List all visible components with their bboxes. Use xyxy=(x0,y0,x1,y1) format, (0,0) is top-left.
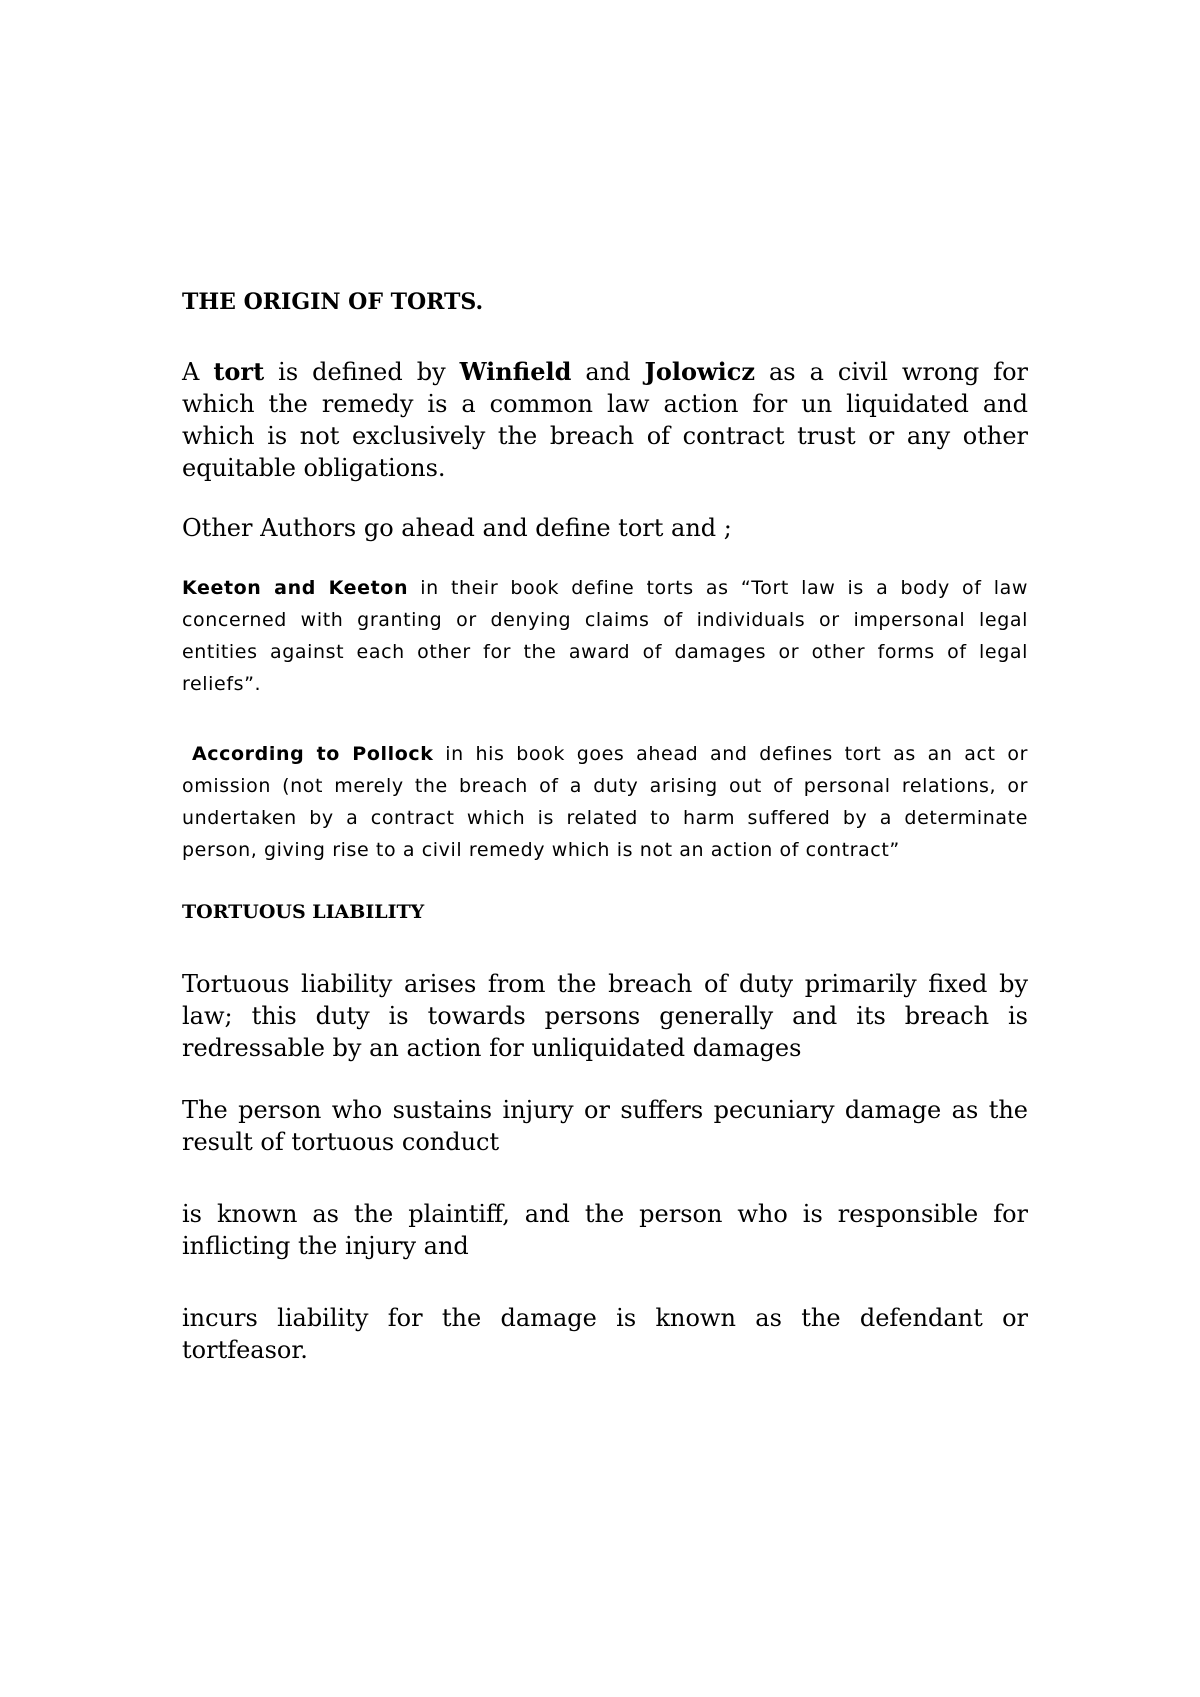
section-heading: TORTUOUS LIABILITY xyxy=(182,901,425,923)
keeton-text: in their book define torts as “Tort law is a body of law concerned with granting or denying claims of individuals or impersonal legal entities against each other for the award of damages or other forms of legal reliefs”. xyxy=(182,577,1028,695)
definition-text-4: as a civil wrong for which the remedy is a common law action for un liquidated and which is not exclusively the breach of contract trust or any other equitable obligations. xyxy=(182,358,1029,482)
author-pollock: According to Pollock xyxy=(192,743,434,765)
term-tort: tort xyxy=(213,357,265,386)
definition-text-3: and xyxy=(571,358,645,386)
author-winfield: Winfield xyxy=(459,357,572,386)
liability-paragraph: incurs liability for the damage is known as the defendant or tortfeasor. xyxy=(182,1304,1028,1364)
pollock-paragraph xyxy=(182,738,1028,866)
author-keeton: Keeton and Keeton xyxy=(182,577,409,599)
tort-definition-paragraph xyxy=(182,356,1028,484)
other-authors-line: Other Authors go ahead and define tort and ; xyxy=(182,514,732,542)
document-body xyxy=(182,286,1028,1366)
pollock-text: in his book goes ahead and defines tort as an act or omission (not merely the breach of a duty arising out of personal relations, or undertaken by a contract which is related to harm suffered by a determinate person, giving rise to a civil remedy which is not an action of contract” xyxy=(182,743,1028,861)
keeton-paragraph xyxy=(182,572,1028,700)
liability-paragraph: Tortuous liability arises from the breach of duty primarily fixed by law; this duty is towards persons generally and its breach is redressable by an action for unliquidated damages xyxy=(182,970,1028,1062)
liability-paragraph: The person who sustains injury or suffers pecuniary damage as the result of tortuous conduct xyxy=(182,1096,1028,1156)
liability-paragraph: is known as the plaintiff, and the person who is responsible for inflicting the injury and xyxy=(182,1200,1028,1260)
page-title: THE ORIGIN OF TORTS. xyxy=(182,289,484,315)
author-jolowicz: Jolowicz xyxy=(644,357,755,386)
definition-text-2: is defined by xyxy=(264,358,460,386)
definition-text-1: A xyxy=(182,358,214,386)
